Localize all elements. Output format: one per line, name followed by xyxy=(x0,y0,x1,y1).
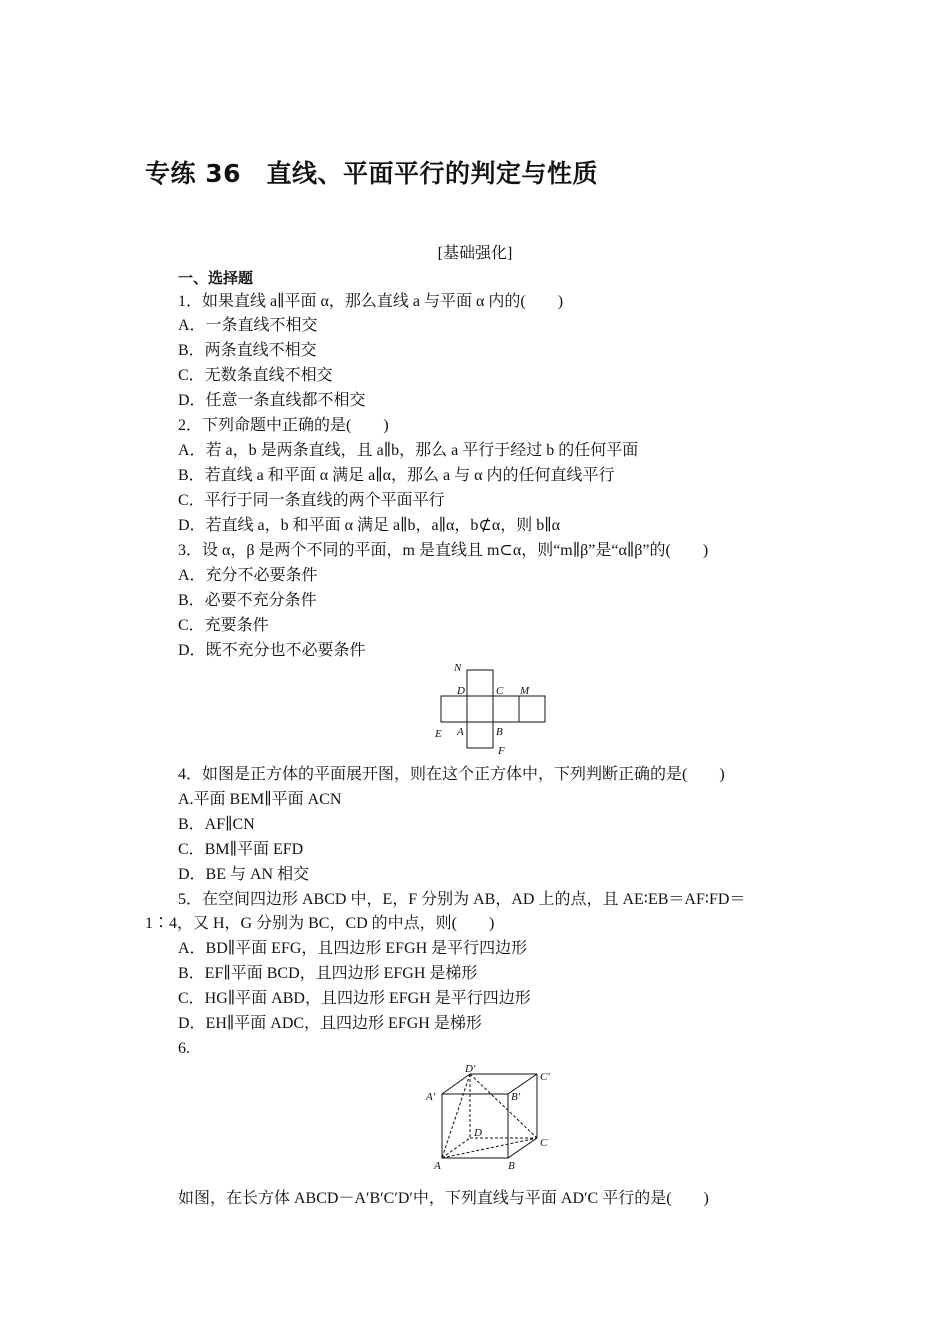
question-6-number: 6. xyxy=(178,1040,190,1057)
option-1b: B．两条直线不相交 xyxy=(178,342,317,359)
question-3: 3．设 α，β 是两个不同的平面，m 是直线且 m⊂α，则“m∥β”是“α∥β”的( ) xyxy=(178,542,709,559)
option-2d: D．若直线 a，b 和平面 α 满足 a∥b，a∥α，b⊄α，则 b∥α xyxy=(178,517,560,534)
page-title: 专练 36 直线、平面平行的判定与性质 xyxy=(145,159,598,188)
option-1a: A．一条直线不相交 xyxy=(178,317,318,334)
question-4: 4．如图是正方体的平面展开图，则在这个正方体中，下列判断正确的是( ) xyxy=(178,766,725,783)
net-label-c: C xyxy=(496,685,504,697)
cuboid-label-a: A xyxy=(434,1160,441,1172)
net-label-d: D xyxy=(457,685,465,697)
section-label: [基础强化] xyxy=(437,245,513,262)
heading-choice: 一、选择题 xyxy=(178,269,254,287)
cuboid-label-c: C xyxy=(540,1137,548,1149)
cube-net-figure xyxy=(430,660,560,760)
option-5a: A．BD∥平面 EFG，且四边形 EFGH 是平行四边形 xyxy=(178,940,528,957)
option-2a: A．若 a，b 是两条直线，且 a∥b，那么 a 平行于经过 b 的任何平面 xyxy=(178,442,639,459)
question-5-cont: 1∶4，又 H，G 分别为 BC，CD 的中点，则( ) xyxy=(145,915,495,932)
option-2c: C．平行于同一条直线的两个平面平行 xyxy=(178,492,445,509)
option-4c: C．BM∥平面 EFD xyxy=(178,841,304,858)
cuboid-label-a-prime: A′ xyxy=(426,1091,436,1103)
net-label-b: B xyxy=(496,726,503,738)
net-label-a: A xyxy=(457,726,464,738)
option-2b: B．若直线 a 和平面 α 满足 a∥α，那么 a 与 α 内的任何直线平行 xyxy=(178,467,615,484)
cuboid-label-d: D xyxy=(474,1127,482,1139)
option-1d: D．任意一条直线都不相交 xyxy=(178,392,366,409)
cuboid-label-b-prime: B′ xyxy=(511,1091,521,1103)
cuboid-figure xyxy=(420,1060,570,1175)
cuboid-label-b: B xyxy=(508,1160,515,1172)
option-3a: A．充分不必要条件 xyxy=(178,567,318,584)
question-2: 2．下列命题中正确的是( ) xyxy=(178,417,389,434)
option-3c: C．充要条件 xyxy=(178,617,269,634)
option-5c: C．HG∥平面 ABD，且四边形 EFGH 是平行四边形 xyxy=(178,990,531,1007)
cuboid-label-c-prime: C′ xyxy=(540,1071,550,1083)
net-label-n: N xyxy=(454,662,462,674)
question-6: 如图，在长方体 ABCD－A′B′C′D′中，下列直线与平面 AD′C 平行的是( ) xyxy=(178,1190,709,1207)
net-label-e: E xyxy=(435,728,442,740)
option-3d: D．既不充分也不必要条件 xyxy=(178,642,366,659)
option-4a: A.平面 BEM∥平面 ACN xyxy=(178,791,342,808)
option-4d: D．BE 与 AN 相交 xyxy=(178,866,310,883)
net-label-f: F xyxy=(498,745,505,757)
option-5b: B．EF∥平面 BCD，且四边形 EFGH 是梯形 xyxy=(178,965,478,982)
option-5d: D．EH∥平面 ADC，且四边形 EFGH 是梯形 xyxy=(178,1015,482,1032)
cuboid-label-d-prime: D′ xyxy=(465,1063,476,1075)
option-1c: C．无数条直线不相交 xyxy=(178,367,333,384)
option-3b: B．必要不充分条件 xyxy=(178,592,317,609)
question-1: 1．如果直线 a∥平面 α，那么直线 a 与平面 α 内的( ) xyxy=(178,293,564,310)
option-4b: B．AF∥CN xyxy=(178,816,255,833)
question-5: 5．在空间四边形 ABCD 中，E，F 分别为 AB，AD 上的点，且 AE∶EB＝AF∶FD＝ xyxy=(178,891,746,908)
net-label-m: M xyxy=(520,685,530,697)
